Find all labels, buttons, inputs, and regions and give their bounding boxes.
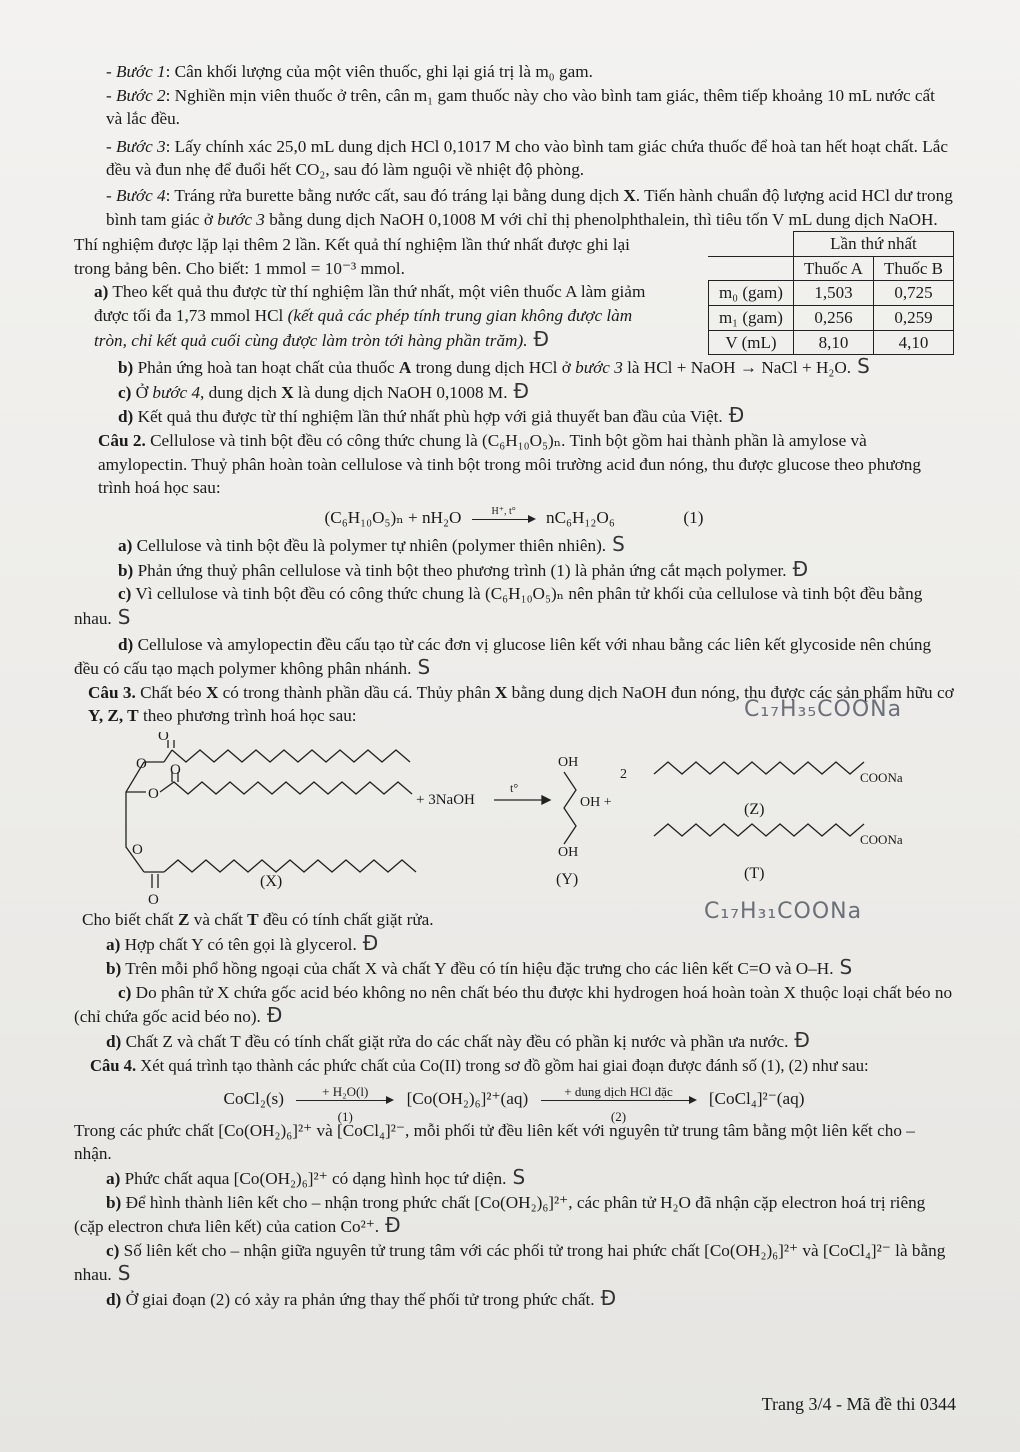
oh-label: OH + <box>580 795 612 811</box>
q3-option-b: b) Trên mỗi phổ hồng ngoại của chất X và chất Y đều có tín hiệu đặc trưng cho các liên kết C=O và O–H. S <box>106 955 853 980</box>
coefficient: 2 <box>620 767 627 783</box>
oh-label: OH <box>558 845 579 861</box>
table-row: m₁ (gam) 0,256 0,259 <box>708 305 953 330</box>
q4-text: Trong các phức chất [Co(OH₂)₆]²⁺ và [CoCl₄]²⁻, mỗi phối tử đều liên kết với nguyên tử trung tâm bằng một liên kết cho – nhận. <box>74 1120 915 1164</box>
results-text <box>74 233 666 352</box>
ester-carbonyl-1 <box>164 750 172 762</box>
answer-mark: Đ <box>794 1028 810 1052</box>
q2-option-a: a) Cellulose và tinh bột đều là polymer tự nhiên (polymer thiên nhiên). S <box>118 532 625 557</box>
label-t: (T) <box>744 865 765 883</box>
results-table <box>708 231 954 355</box>
q3-intro: Câu 3. Chất béo X có trong thành phần dầu cá. Thủy phân X bằng dung dịch NaOH đun nóng, thu được các sản phẩm hữu cơ Y, Z, T theo phương trình hoá học sau: <box>88 682 954 726</box>
label-x: (X) <box>260 873 283 891</box>
table-group-header: Lần thứ nhất <box>793 232 953 257</box>
q3-note: Cho biết chất Z và chất T đều có tính chất giặt rửa. <box>82 910 434 930</box>
atom-o: O <box>148 786 159 803</box>
table-col-b: Thuốc B <box>873 256 953 281</box>
coona-label: COONa <box>860 770 903 786</box>
reaction-arrow-icon: H⁺, t° <box>472 512 536 526</box>
q4-option-c: c) Số liên kết cho – nhận giữa nguyên tử trung tâm với các phối tử trong hai phức chất [Co(OH₂)₆]²⁺ và [CoCl₄]²⁻ là bằng nhau. S <box>74 1240 946 1286</box>
q3-option-d: d) Chất Z và chất T đều có tính chất giặt rửa do các chất này đều có phần kị nước và phần ưa nước. Đ <box>106 1028 810 1052</box>
answer-mark: S <box>512 1164 526 1189</box>
answer-mark: S <box>839 955 853 980</box>
answer-mark: Đ <box>533 326 549 351</box>
answer-mark: S <box>117 605 131 630</box>
q4-scheme: CoCl₂(s) + H₂O(l) (1) [Co(OH₂)₆]²⁺(aq) + dung dịch HCl đặc (2) [CoCl₄]²⁻(aq) <box>223 1084 805 1125</box>
answer-mark: Đ <box>600 1285 617 1310</box>
atom-o: O <box>136 756 147 773</box>
answer-mark: Đ <box>792 556 809 581</box>
answer-mark: S <box>417 655 431 680</box>
fatty-chain-2 <box>160 782 412 794</box>
chain-z <box>654 762 864 774</box>
handwritten-note-z: C₁₇H₃₅COONa <box>744 697 903 723</box>
q2-title: Câu 2. <box>98 430 146 450</box>
fatty-chain-3 <box>164 860 416 872</box>
atom-o: O <box>148 892 159 909</box>
q2-option-b: b) Phản ứng thuỷ phân cellulose và tinh bột theo phương trình (1) là phản ứng cắt mạch polymer. Đ <box>118 556 809 581</box>
q4-title: Câu 4. <box>90 1055 137 1075</box>
q2-option-c: c) Vì cellulose và tinh bột đều có công thức chung là (C₆H₁₀O₅)ₙ nên phân tử khối của cellulose và tinh bột đều bằng nhau. S <box>74 584 923 630</box>
q1-option-c: c) Ở bước 4, dung dịch X là dung dịch NaOH 0,1008 M. Đ <box>118 378 529 403</box>
reaction-arrow-icon: + dung dịch HCl đặc (2) <box>541 1093 697 1107</box>
handwritten-note-t: C₁₇H₃₁COONa <box>704 899 863 925</box>
oh-label: OH <box>558 755 579 771</box>
q1-option-d: d) Kết quả thu được từ thí nghiệm lần thứ nhất phù hợp với giả thuyết ban đầu của Việt. Đ <box>118 403 745 428</box>
page-footer: Trang 3/4 - Mã đề thi 0344 <box>761 1394 956 1414</box>
q4-option-b: b) Để hình thành liên kết cho – nhận trong phức chất [Co(OH₂)₆]²⁺, các phân tử H₂O đã nhận cặp electron hoá trị riêng (cặp electron chưa liên kết) của cation Co²⁺. Đ <box>74 1192 926 1238</box>
repeat-text: Thí nghiệm được lặp lại thêm 2 lần. Kết quả thí nghiệm lần thứ nhất được ghi lại trong bảng bên. Cho biết: 1 mmol = 10⁻³ mmol. <box>74 235 630 278</box>
coona-label: COONa <box>860 832 903 848</box>
condition-label: t° <box>510 781 519 796</box>
answer-mark: S <box>612 532 625 557</box>
chain-t <box>654 824 864 836</box>
table-col-a: Thuốc A <box>793 256 873 281</box>
fatty-chain-1 <box>172 750 410 762</box>
q2-intro: Câu 2. Cellulose và tinh bột đều có công thức chung là (C₆H₁₀O₅)ₙ. Tinh bột gồm hai thành phần là amylose và amylopectin. Thuỷ phân hoàn toàn cellulose và tinh bột trong môi trường acid đun nóng, thu được glucose theo phương trình hoá học sau: <box>98 430 921 498</box>
step-4: - Bước 4: Tráng rửa burette bằng nước cất, sau đó tráng lại bằng dung dịch X. Tiến hành chuẩn độ lượng acid HCl dư trong bình tam giác ở bước 3 bằng dung dịch NaOH 0,1008 M với chỉ thị phenolphthalein, thì tiêu tốn V mL dung dịch NaOH. <box>106 185 953 229</box>
answer-mark: Đ <box>513 378 529 403</box>
label-z: (Z) <box>744 801 765 819</box>
q4-intro: Câu 4. Xét quá trình tạo thành các phức chất của Co(II) trong sơ đồ gồm hai giai đoạn được đánh số (1), (2) như sau: <box>90 1055 869 1075</box>
q4-option-d: d) Ở giai đoạn (2) có xảy ra phản ứng thay thế phối tử trong phức chất. Đ <box>106 1285 617 1310</box>
q4-option-a: a) Phức chất aqua [Co(OH₂)₆]²⁺ có dạng hình học tứ diện. S <box>106 1164 526 1189</box>
q3-option-c: c) Do phân tử X chứa gốc acid béo không no nên chất béo thu được khi hydrogen hoá hoàn toàn X thuộc loại chất béo no (chỉ chứa gốc acid béo no). Đ <box>74 982 953 1028</box>
page-content <box>74 60 954 1312</box>
q2-equation: (C₆H₁₀O₅)ₙ + nH₂O H⁺, t° nC₆H₁₂O₆ (1) <box>324 505 704 527</box>
q1-option-a: a) Theo kết quả thu được từ thí nghiệm lần thứ nhất, một viên thuốc A làm giảm được tối đa 1,73 mmol HCl (kết quả các phép tính trung gian không được làm tròn, chỉ kết quả cuối cùng được làm tròn tới hàng phần trăm). Đ <box>94 282 646 351</box>
answer-mark: S <box>117 1261 131 1286</box>
label-y: (Y) <box>556 871 579 889</box>
glycerol-structure <box>564 772 576 844</box>
step-1: - Bước 1: Cân khối lượng của một viên thuốc, ghi lại giá trị là m₀ gam. <box>106 62 593 81</box>
step-3: - Bước 3: Lấy chính xác 25,0 mL dung dịch HCl 0,1017 M cho vào bình tam giác chứa thuốc để hoà tan hết hoạt chất. Lắc đều và đun nhẹ để đuổi hết CO₂, sau đó làm nguội về nhiệt độ phòng. <box>106 136 948 180</box>
answer-mark: Đ <box>728 403 745 428</box>
table-row: V (mL) 8,10 4,10 <box>708 330 953 355</box>
atom-o: O <box>158 732 169 745</box>
reagent-label: + 3NaOH <box>416 792 475 809</box>
step-2: - Bước 2: Nghiền mịn viên thuốc ở trên, cân m₁ gam thuốc này cho vào bình tam giác, thêm tiếp khoảng 10 mL nước cất và lắc đều. <box>106 85 935 129</box>
results-block <box>74 233 954 355</box>
answer-mark: S <box>857 354 870 379</box>
q1-option-b: b) Phản ứng hoà tan hoạt chất của thuốc A trong dung dịch HCl ở bước 3 là HCl + NaOH → NaCl + H₂O. S <box>118 354 870 379</box>
reaction-arrow-icon: + H₂O(l) (1) <box>296 1093 394 1107</box>
atom-o: O <box>170 762 181 779</box>
answer-mark: Đ <box>362 930 379 955</box>
q3-title: Câu 3. <box>88 682 136 702</box>
q3-option-a: a) Hợp chất Y có tên gọi là glycerol. Đ <box>106 930 379 955</box>
answer-mark: Đ <box>266 1003 283 1028</box>
answer-mark: Đ <box>385 1213 401 1238</box>
atom-o: O <box>132 842 143 859</box>
q2-option-d: d) Cellulose và amylopectin đều cấu tạo từ các đơn vị glucose liên kết với nhau bằng các liên kết glycoside nên chúng đều có cấu tạo mạch polymer không phân nhánh. S <box>74 634 932 680</box>
scheme-drawing <box>74 732 954 908</box>
table-row: m₀ (gam) 1,503 0,725 <box>708 281 953 306</box>
